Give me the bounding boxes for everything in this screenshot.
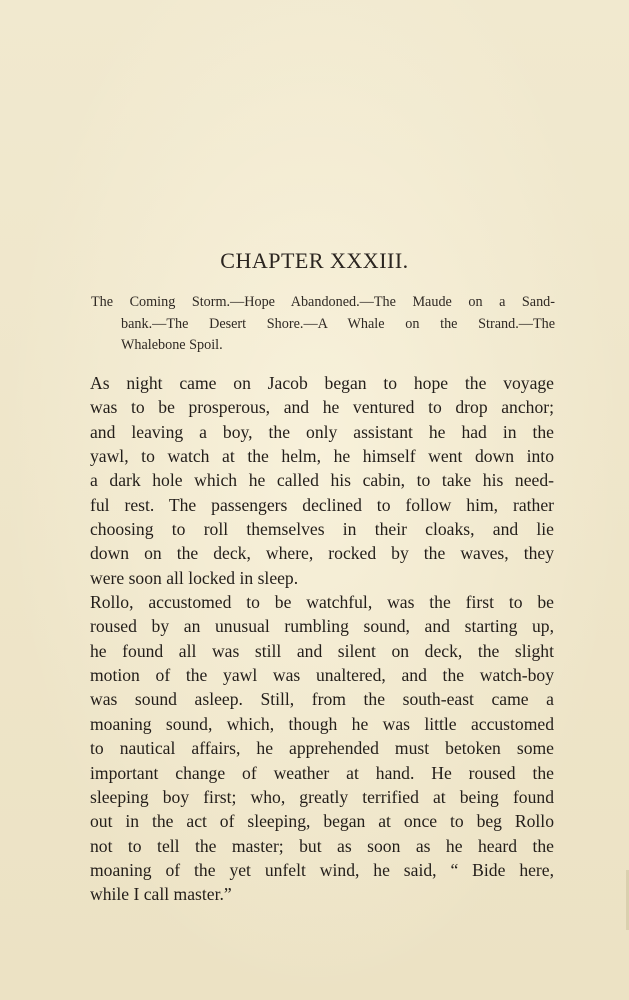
body-line: choosing to roll themselves in their cloaks, and lie [90, 519, 554, 540]
body-line: moaning of the yet unfelt wind, he said, “ Bide here, [90, 859, 554, 880]
body-line: was to be prosperous, and he ventured to drop anchor; [90, 397, 554, 418]
body-line: not to tell the master; but as soon as he heard the [90, 835, 554, 856]
summary-line: bank.—The Desert Shore.—A Whale on the Strand.—The [121, 315, 555, 332]
body-line: As night came on Jacob began to hope the voyage [90, 373, 554, 393]
body-line: to nautical affairs, he apprehended must betoken some [90, 738, 554, 759]
body-line: he found all was still and silent on deck, the slight [90, 640, 554, 661]
summary-line: The Coming Storm.—Hope Abandoned.—The Maude on a Sand- [91, 294, 555, 310]
body-line: and leaving a boy, the only assistant he had in the [90, 421, 554, 442]
body-line: were soon all locked in sleep. [90, 567, 299, 588]
chapter-summary [92, 292, 555, 357]
body-line: roused by an unusual rumbling sound, and starting up, [90, 616, 554, 637]
body-line: out in the act of sleeping, began at once to beg Rollo [90, 811, 554, 832]
summary-line: Whalebone Spoil. [121, 337, 223, 353]
body-line: was sound asleep. Still, from the south-east came a [90, 689, 554, 710]
body-line: yawl, to watch at the helm, he himself went down into [90, 446, 554, 467]
body-text [90, 371, 554, 907]
chapter-title: CHAPTER XXXIII. [220, 248, 409, 273]
body-line: important change of weather at hand. He roused the [90, 762, 554, 783]
body-line: motion of the yawl was unaltered, and the watch-boy [90, 665, 554, 686]
body-line: while I call master.” [90, 884, 232, 905]
body-line: a dark hole which he called his cabin, to take his need- [90, 470, 554, 491]
body-line: sleeping boy first; who, greatly terrified at being found [90, 786, 554, 807]
body-line: down on the deck, where, rocked by the waves, they [90, 543, 554, 564]
body-line: moaning sound, which, though he was little accustomed [90, 713, 554, 734]
body-line: ful rest. The passengers declined to follow him, rather [90, 494, 554, 515]
body-line: Rollo, accustomed to be watchful, was the first to be [90, 592, 554, 613]
